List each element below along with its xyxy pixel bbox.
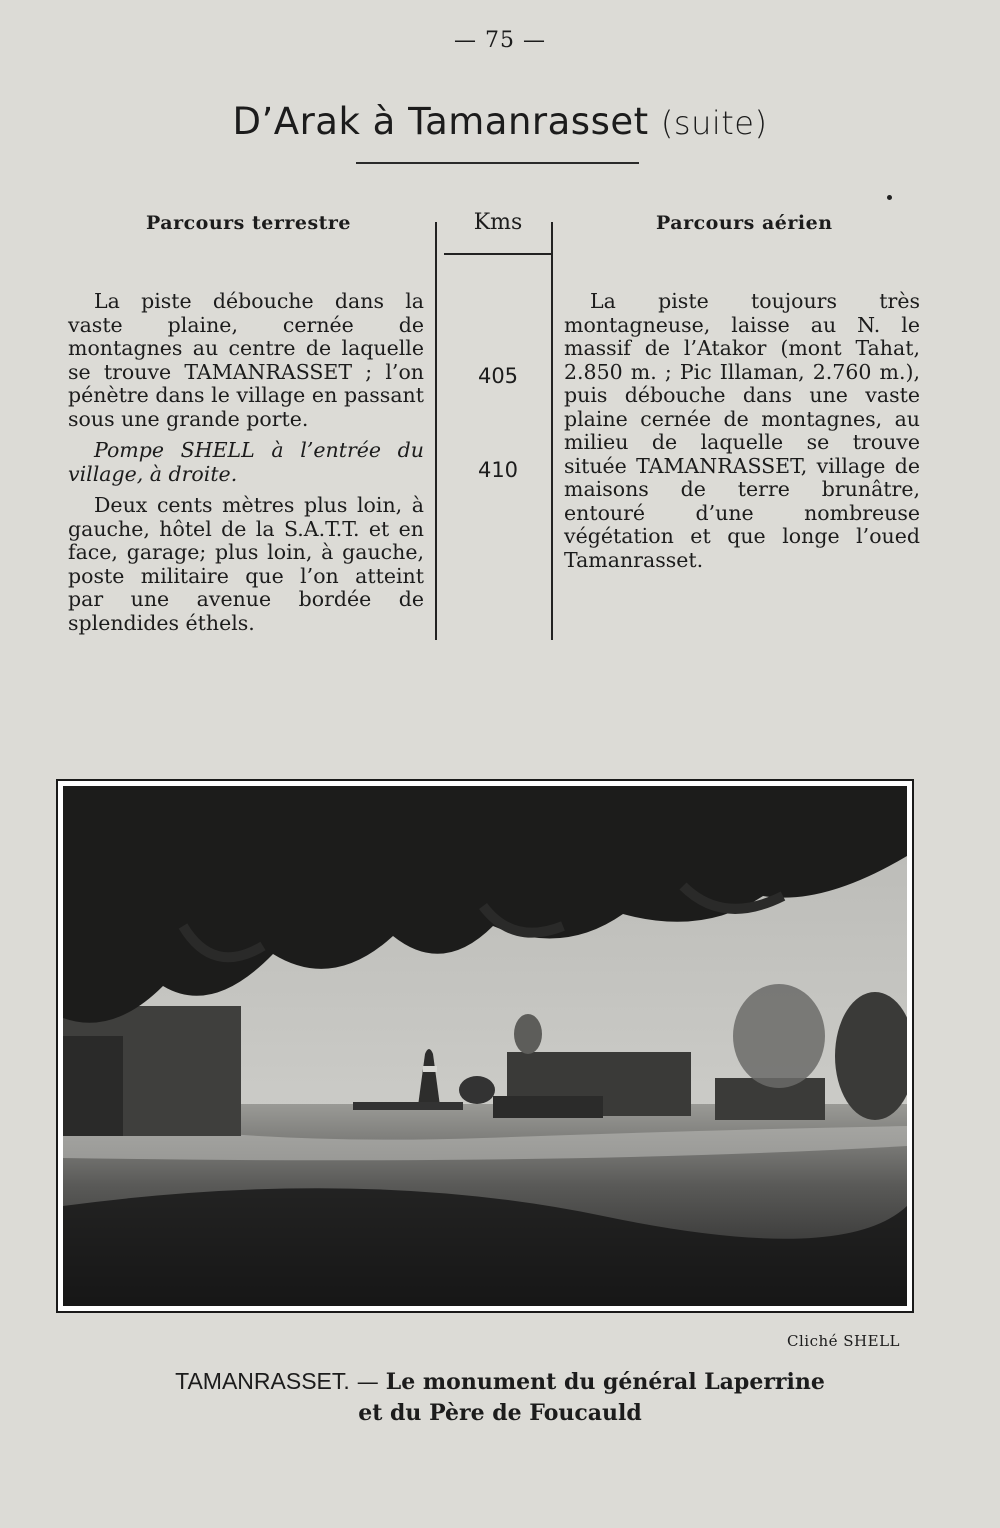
tamanrasset-photo (63, 786, 907, 1306)
column-divider-right (551, 222, 553, 640)
photo-caption (0, 1366, 1000, 1428)
header-kms: Kms (473, 210, 523, 235)
km-410: 410 (477, 458, 519, 482)
caption-rest-1: Le monument du général Laperrine (385, 1369, 825, 1395)
small-tree (459, 1076, 495, 1104)
right-column-text (564, 290, 920, 580)
left-paragraph-3: Deux cents mètres plus loin, à gauche, hôtel de la S.A.T.T. et en face, garage; plus loin, à gauche, poste militaire que l’on atteint par une avenue bordée de splendides éthels. (68, 493, 424, 635)
title-main: D’Arak à Tamanrasset (232, 100, 649, 143)
header-parcours-aerien: Parcours aérien (656, 212, 833, 234)
column-divider-left (435, 222, 437, 640)
km-405: 405 (477, 364, 519, 388)
header-parcours-terrestre: Parcours terrestre (146, 212, 352, 234)
ink-dot (887, 195, 892, 200)
caption-lead: TAMANRASSET. (175, 1368, 350, 1394)
photo-frame (56, 779, 914, 1313)
title-underline (356, 162, 639, 164)
page-title (0, 100, 1000, 143)
caption-line-2: et du Père de Foucauld (358, 1400, 642, 1426)
left-column-text (68, 290, 424, 643)
page-number: — 75 — (454, 28, 546, 53)
hedge (493, 1096, 603, 1118)
photo-credit: Cliché SHELL (787, 1332, 901, 1350)
left-paragraph-1: La piste débouche dans la vaste plaine, cernée de montagnes au centre de laquelle se trouve TAMANRASSET ; l’on pénètre dans le village en passant sous une grande porte. (68, 289, 424, 431)
right-paragraph-1: La piste toujours très montagneuse, laisse au N. le massif de l’Atakor (mont Tahat, 2.850 m. ; Pic Illaman, 2.760 m.), puis débouche dans une vaste plaine cernée de montagnes, au milieu de laquelle se trouve située TAMANRASSET, village de maisons de terre brunâtre, entouré d’une nombreuse végétation et que longe l’oued Tamanrasset. (564, 289, 920, 572)
caption-dash: — (349, 1370, 386, 1395)
kms-header-rule (444, 253, 552, 255)
right-tree (733, 984, 825, 1088)
left-paragraph-2: Pompe SHELL à l’entrée du village, à droite. (68, 438, 424, 486)
title-suite: (suite) (660, 104, 768, 142)
caption-line-1 (0, 1366, 1000, 1398)
